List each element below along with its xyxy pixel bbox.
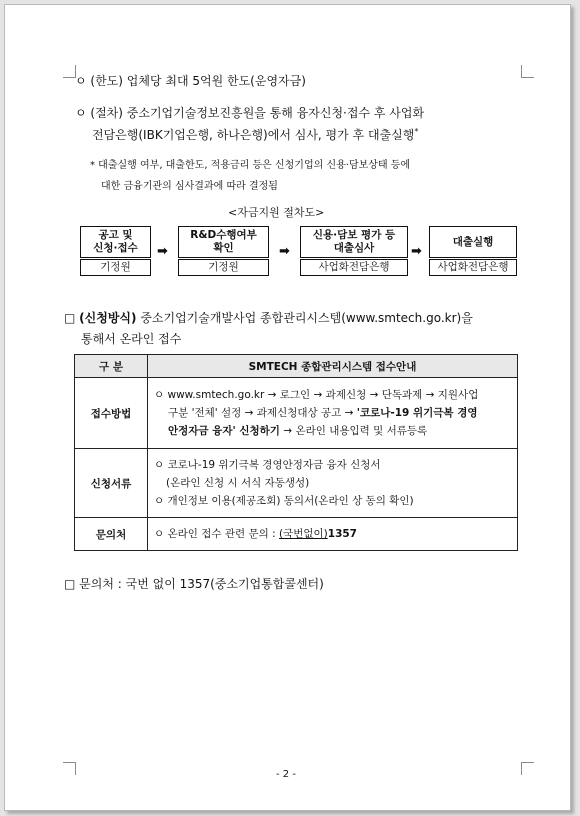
flow-step-3: 신용·담보 평가 등 대출심사 [300, 226, 408, 258]
flow-step-2: R&D수행여부 확인 [178, 226, 269, 258]
crop-mark [521, 762, 534, 775]
table-row [75, 378, 518, 449]
row-content-contact: ㅇ 온라인 접수 관련 문의 : (국번없이)1357 [148, 518, 518, 551]
footnote-mark: * [414, 127, 419, 136]
flow-step-4: 대출실행 [429, 226, 517, 258]
row-content-documents: ㅇ 코로나-19 위기극복 경영안정자금 융자 신청서 (온라인 신청 시 서식 자동생성) ㅇ 개인정보 이용(제공조회) 동의서(온라인 상 동의 확인) [148, 449, 518, 518]
table-row [75, 449, 518, 518]
apply-method-line2: 통해서 온라인 접수 [81, 332, 182, 346]
note-line1: * 대출실행 여부, 대출한도, 적용금리 등은 신청기업의 신용·담보상태 등에 [90, 160, 411, 171]
flow-step-3-org: 사업화전담은행 [300, 259, 408, 276]
row-label-method: 접수방법 [75, 378, 148, 449]
page-number: - 2 - [276, 769, 296, 780]
note-line2: 대한 금융기관의 심사결과에 따라 결정됨 [101, 181, 278, 192]
procedure-bullet-line2: 전담은행(IBK기업은행, 하나은행)에서 심사, 평가 후 대출실행* [92, 127, 419, 142]
smtech-info-table [74, 354, 518, 551]
table-header-category: 구 분 [75, 355, 148, 378]
procedure-bullet-line1: ㅇ (절차) 중소기업기술정보진흥원을 통해 융자신청·접수 후 사업화 [75, 106, 425, 120]
flow-step-2-org: 기정원 [178, 259, 269, 276]
flow-step-1: 공고 및 신청·접수 [80, 226, 151, 258]
apply-method-line1: □ (신청방식) 중소기업기술개발사업 종합관리시스템(www.smtech.go.kr)을 [64, 311, 473, 325]
table-row [75, 518, 518, 551]
crop-mark [63, 762, 76, 775]
arrow-icon: ➡ [411, 244, 422, 259]
table-header [75, 355, 518, 378]
contact-line: □ 문의처 : 국번 없이 1357(중소기업통합콜센터) [64, 577, 324, 591]
arrow-icon: ➡ [157, 244, 168, 259]
row-label-documents: 신청서류 [75, 449, 148, 518]
flow-step-4-org: 사업화전담은행 [429, 259, 517, 276]
flow-step-1-org: 기정원 [80, 259, 151, 276]
crop-mark [521, 65, 534, 78]
table-header-title: SMTECH 종합관리시스템 접수안내 [148, 355, 518, 378]
row-content-method: ㅇ www.smtech.go.kr → 로그인 → 과제신청 → 단독과제 → 지원사업 구분 '전체' 설정 → 과제신청대상 공고 → '코로나-19 위기극복 경영 안정자금 융자' 신청하기 → 온라인 내용입력 및 서류등록 [148, 378, 518, 449]
row-label-contact: 문의처 [75, 518, 148, 551]
limit-bullet: ㅇ (한도) 업체당 최대 5억원 한도(운영자금) [75, 74, 306, 88]
arrow-icon: ➡ [279, 244, 290, 259]
flow-title: <자금지원 절차도> [228, 206, 325, 219]
